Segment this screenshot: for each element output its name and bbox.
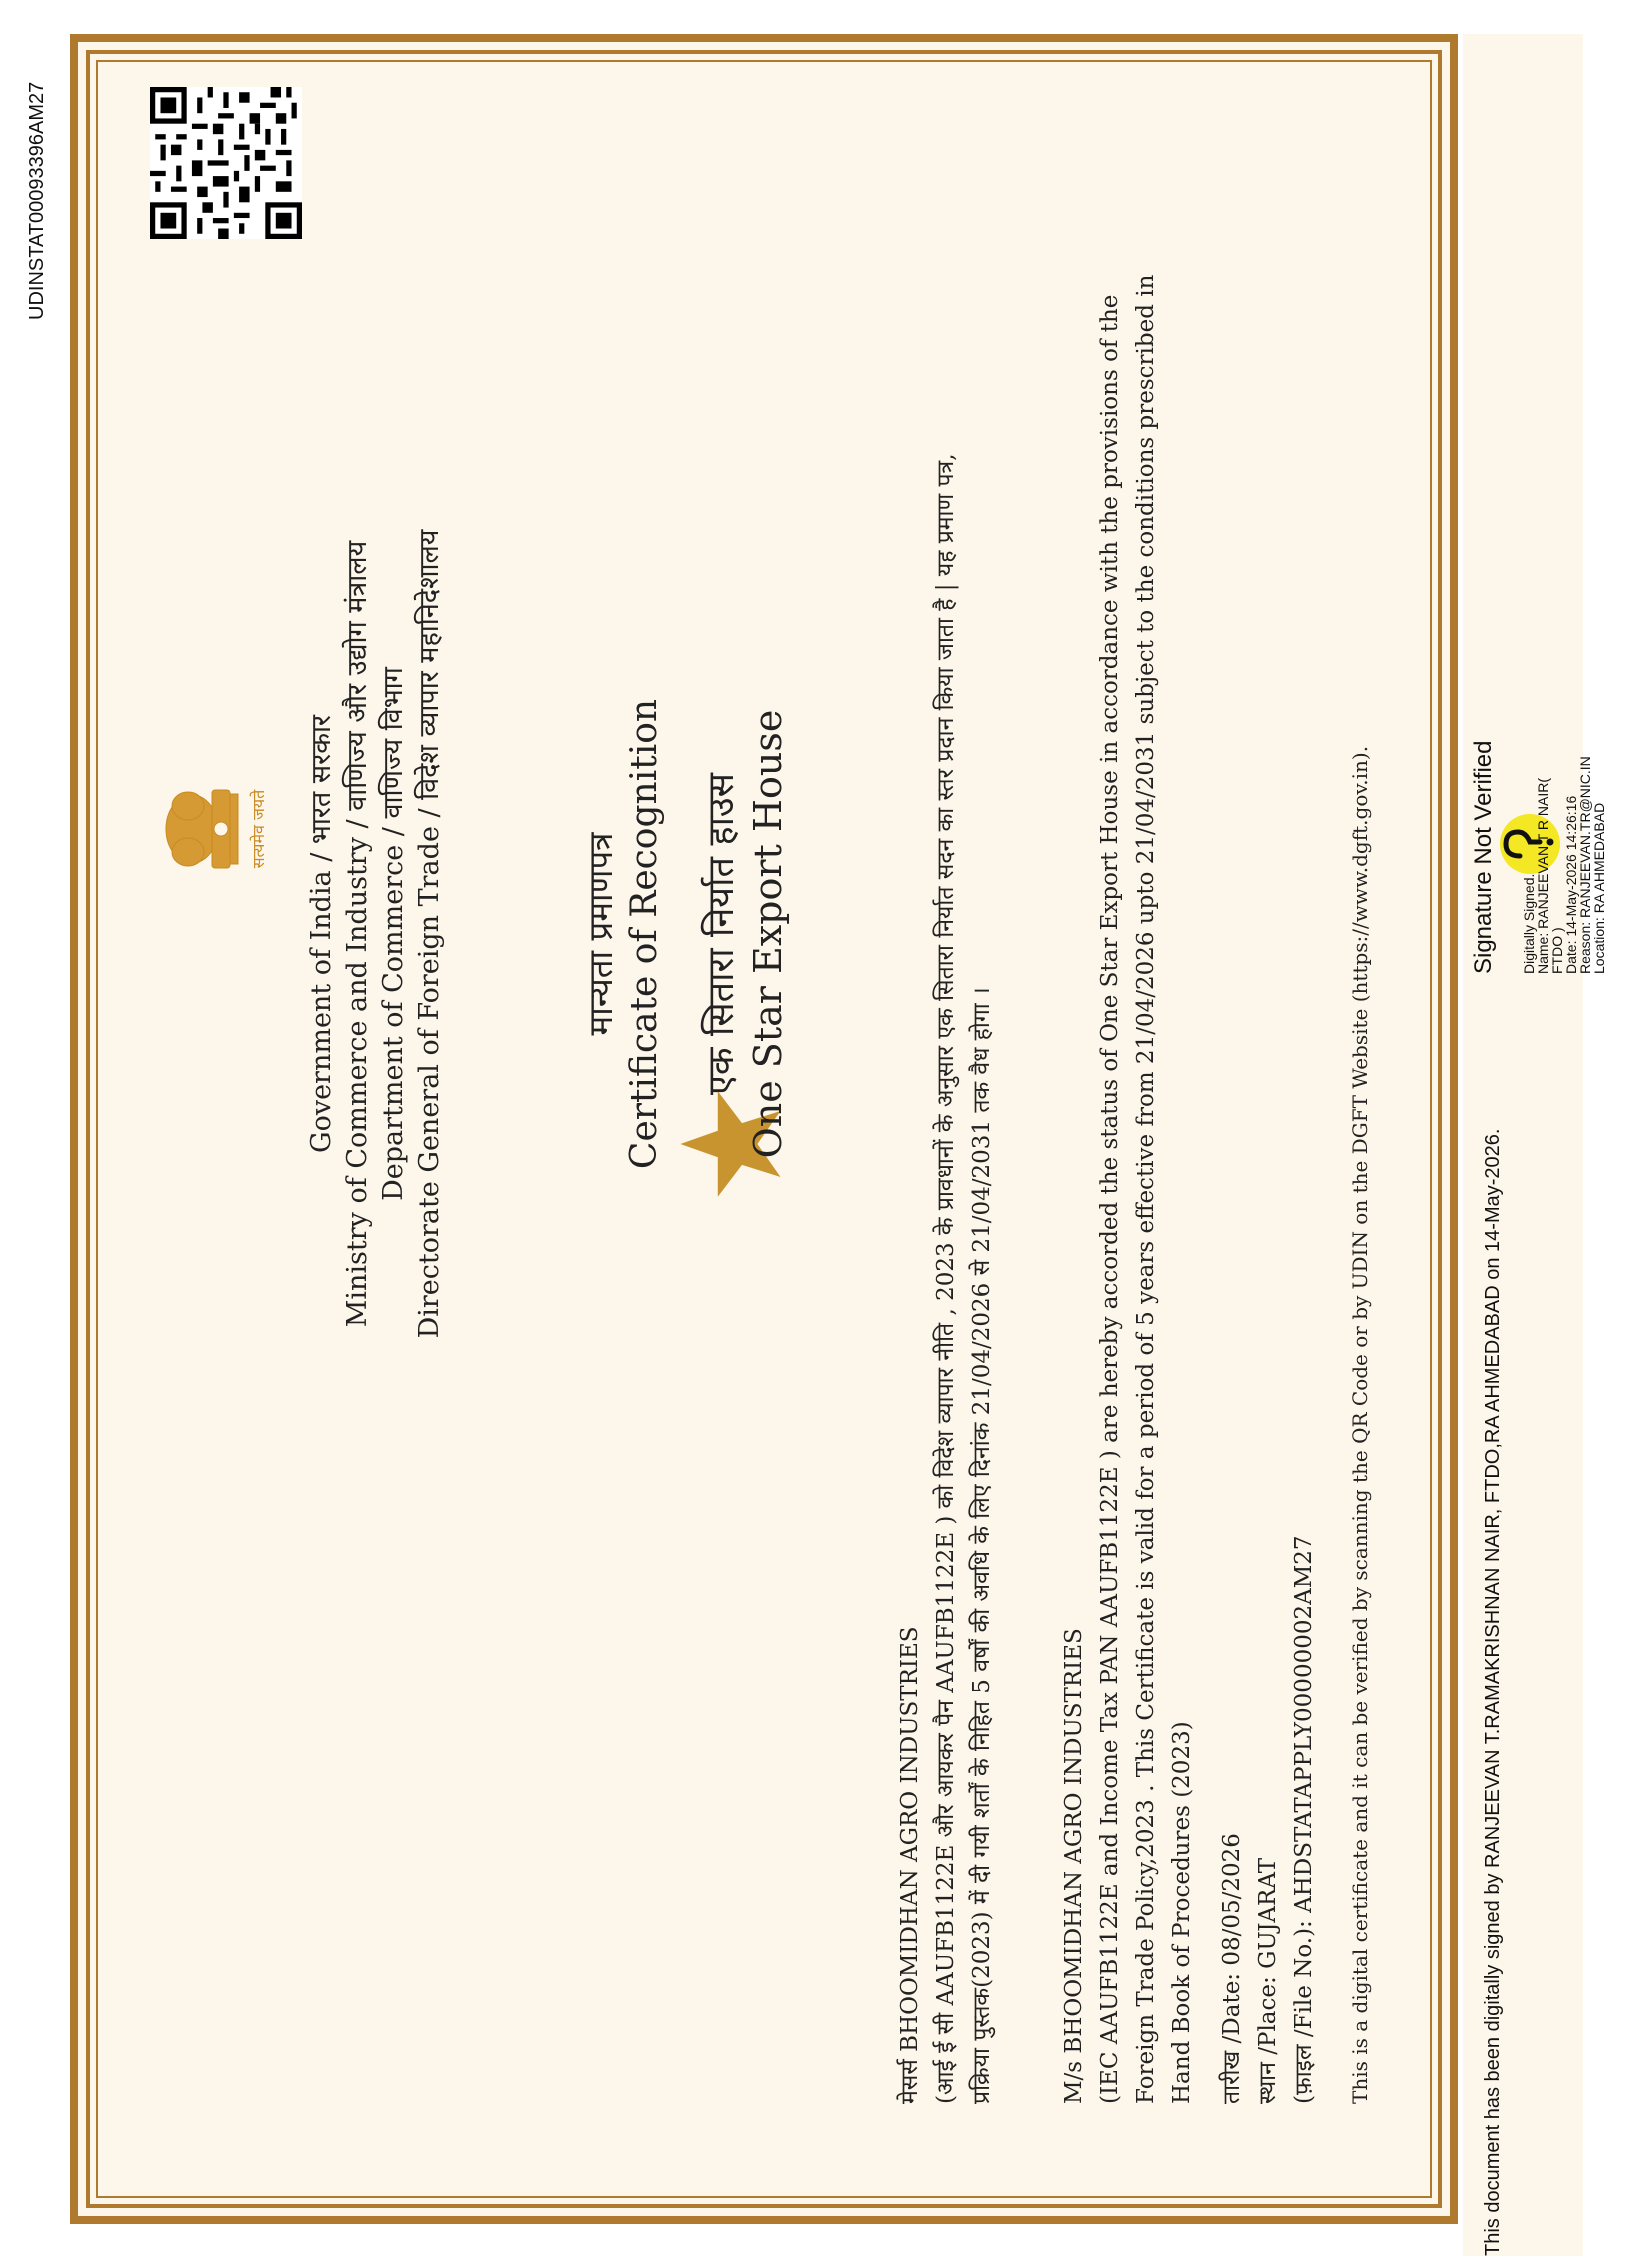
body-english-line-1: M/s BHOOMIDHAN AGRO INDUSTRIES bbox=[1061, 1628, 1087, 2104]
status-title-hi: एक सितारा निर्यात हाउस bbox=[701, 773, 742, 1095]
detail-date: तारीख /Date: 08/05/2026 bbox=[1219, 1833, 1245, 2104]
body-english bbox=[1056, 204, 1200, 2104]
status-title-en: One Star Export House bbox=[746, 709, 790, 1159]
body-english-line-2: (IEC AAUFB1122E and Income Tax PAN AAUFB1122E ) are hereby accorded the status of One Star Export House in accordance with the provisions of the bbox=[1097, 294, 1123, 2104]
body-hindi-line-1: मेसर्स BHOOMIDHAN AGRO INDUSTRIES bbox=[897, 1626, 923, 2104]
issuer-line-3: Department of Commerce / वाणिज्य विभाग bbox=[378, 667, 409, 1201]
signature-details: Digitally Signed. Name: RANJEEVAN T R NAIR( FTDO ) Date: 14-May-2026 14:26:16 Reason: RANJEEVAN.TR@NIC.IN Location: RA AHMEDABAD bbox=[1521, 756, 1607, 974]
digital-sign-note: This document has been digitally signed by RANJEEVAN T.RAMAKRISHNAN NAIR, FTDO,RA AHMEDABAD on 14-May-2026. bbox=[1482, 1128, 1504, 2256]
certificate-title-hi: मान्यता प्रमाणपत्र bbox=[581, 832, 620, 1036]
issuer-block bbox=[304, 434, 448, 1434]
body-english-line-4: Hand Book of Procedures (2023) bbox=[1169, 1721, 1195, 2104]
signature-block[interactable] bbox=[1470, 554, 1620, 974]
udin-margin bbox=[0, 0, 80, 2256]
issuer-line-2: Ministry of Commerce and Industry / वाणिज्य और उद्योग मंत्रालय bbox=[342, 540, 373, 1328]
udin-text: UDINSTAT00093396AM27 bbox=[26, 81, 48, 320]
body-hindi-line-2: (आई ई सी AAUFB1122E और आयकर पैन AAUFB1122E ) को विदेश व्यापार नीति , 2023 के प्रावधानों के अनुसार एक सितारा निर्यात सदन का स्तर प्रदान किया जाता है | यह प्रमाण पत्र, bbox=[933, 453, 959, 2104]
certificate-title-en: Certificate of Recognition bbox=[624, 698, 665, 1170]
certificate-details bbox=[1214, 204, 1322, 2104]
emblem-motto: सत्यमेव जयते bbox=[249, 789, 268, 869]
issuer-line-1: Government of India / भारत सरकार bbox=[306, 715, 337, 1153]
verification-note: This is a digital certificate and it can be verified by scanning the QR Code or by UDIN on the DGFT Website (https://www.dgft.gov.in). bbox=[1348, 745, 1372, 2104]
body-hindi-line-3: प्रक्रिया पुस्तक(2023) में दी गयी शर्तों के निहित 5 वर्षों की अवधि के लिए दिनांक 21/04/2026 से 21/04/2031 तक वैध होगा । bbox=[969, 987, 995, 2104]
detail-file-no: (फ़ाइल /File No.): AHDSTATAPPLY00000002AM27 bbox=[1291, 1535, 1317, 2104]
national-emblem-icon bbox=[150, 764, 280, 894]
digital-sign-strip bbox=[1463, 34, 1583, 2256]
body-hindi bbox=[892, 204, 1000, 2104]
qr-code-icon[interactable] bbox=[150, 87, 302, 239]
issuer-line-4: Directorate General of Foreign Trade / विदेश व्यापार महानिदेशालय bbox=[414, 529, 445, 1339]
detail-place: स्थान /Place: GUJARAT bbox=[1255, 1857, 1281, 2104]
signature-status: Signature Not Verified bbox=[1470, 740, 1497, 974]
body-english-line-3: Foreign Trade Policy,2023 . This Certificate is valid for a period of 5 years effective from 21/04/2026 upto 21/04/2031 subject to the conditions prescribed in bbox=[1133, 274, 1159, 2104]
